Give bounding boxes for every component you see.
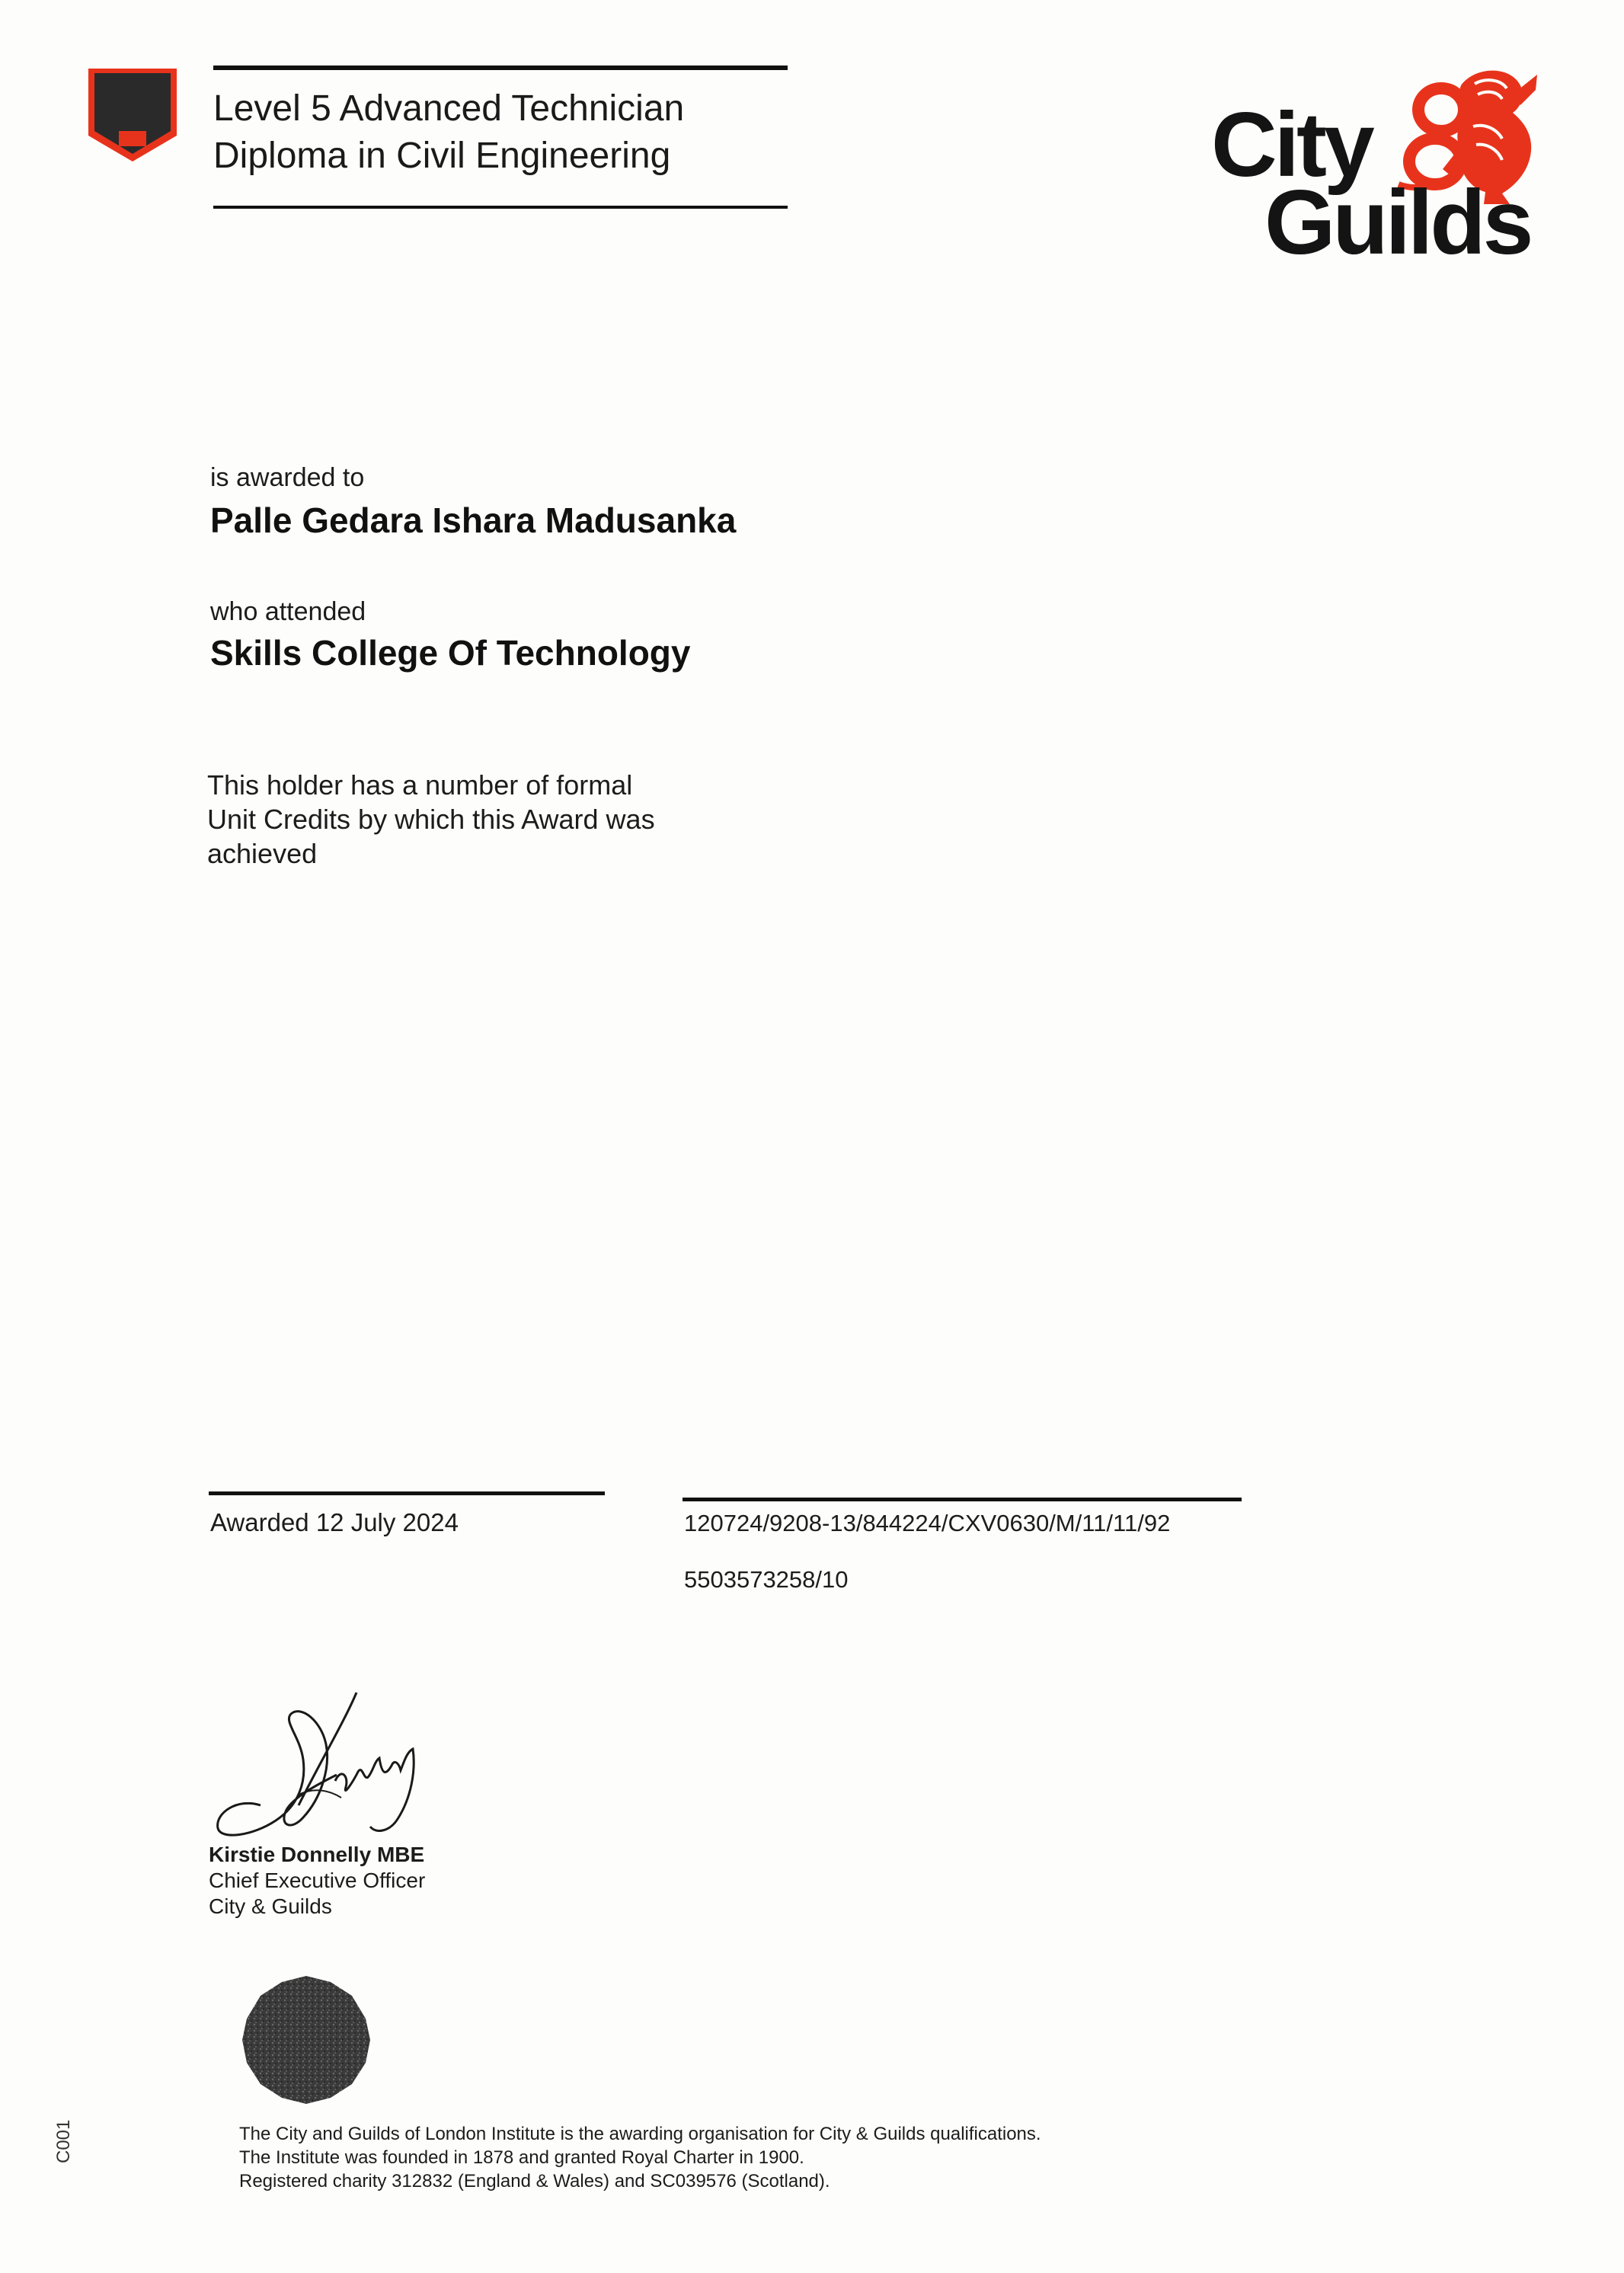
certificate-number: 5503573258/10: [684, 1566, 849, 1593]
signatory-block: [209, 1842, 425, 1920]
footer-line2: The Institute was founded in 1878 and granted Royal Charter in 1900.: [239, 2147, 804, 2168]
qualification-title-line1: Level 5 Advanced Technician: [213, 88, 685, 129]
qualification-title-line2: Diploma in Civil Engineering: [213, 136, 671, 176]
signatory-organisation: City & Guilds: [209, 1894, 332, 1918]
holder-note: [207, 768, 740, 871]
reference-rule: [683, 1498, 1242, 1501]
holder-note-line1: This holder has a number of formal: [207, 769, 633, 801]
city-guilds-logo: [1211, 62, 1554, 273]
signatory-name: Kirstie Donnelly MBE: [209, 1843, 425, 1866]
footer-note: [239, 2122, 1041, 2193]
holder-note-line2: Unit Credits by which this Award was: [207, 804, 655, 835]
holder-note-line3: achieved: [207, 838, 318, 869]
awarded-date: Awarded 12 July 2024: [210, 1508, 459, 1536]
logo-city-text: City: [1211, 94, 1372, 196]
signature: [207, 1691, 436, 1851]
level-shield-icon: [85, 66, 180, 165]
reference-code: 120724/9208-13/844224/CXV0630/M/11/11/92: [684, 1510, 1171, 1536]
institution-name: Skills College Of Technology: [210, 633, 691, 673]
title-top-rule: [213, 66, 788, 70]
hologram-seal-icon: [241, 1974, 372, 2105]
document-code: C001: [53, 2119, 74, 2163]
footer-line1: The City and Guilds of London Institute is the awarding organisation for City & Guilds qualifications.: [239, 2124, 1041, 2144]
recipient-name: Palle Gedara Ishara Madusanka: [210, 500, 737, 540]
title-bottom-rule: [213, 206, 788, 209]
attended-label: who attended: [210, 597, 366, 626]
qualification-title: [213, 85, 792, 180]
footer-line3: Registered charity 312832 (England & Wales) and SC039576 (Scotland).: [239, 2171, 830, 2191]
signatory-title: Chief Executive Officer: [209, 1869, 426, 1892]
awarded-to-label: is awarded to: [210, 463, 365, 492]
awarded-date-rule: [209, 1491, 605, 1495]
logo-guilds-text: Guilds: [1264, 171, 1531, 273]
